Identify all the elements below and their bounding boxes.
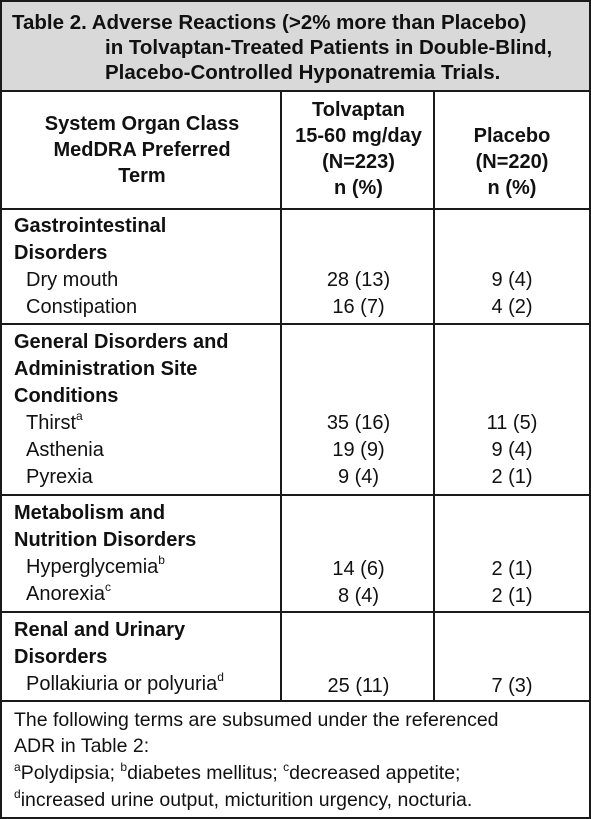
term-text: Anorexia (26, 583, 105, 605)
placebo-cell: 11 (5) (486, 412, 538, 434)
term-text: Hyperglycemia (26, 556, 159, 578)
term-text: Thirst (26, 412, 76, 434)
placebo-cell: 9 (4) (491, 269, 533, 291)
footnote-line-2: ADR in Table 2: (14, 735, 150, 757)
placebo-cell: 4 (2) (491, 296, 533, 318)
footnote-marker: a (76, 409, 83, 424)
group-divider-3 (2, 611, 589, 613)
placebo-cell: 2 (1) (491, 466, 533, 488)
tolvaptan-cell: 14 (6) (332, 558, 385, 580)
term-cell (26, 582, 111, 606)
group-title-line: Renal and Urinary (14, 619, 186, 641)
caption-line-2: in Tolvaptan-Treated Patients in Double-Blind, (105, 36, 553, 59)
term-cell (26, 411, 83, 435)
group-divider-2 (2, 494, 589, 496)
group-title-line: Metabolism and (14, 502, 166, 524)
header-col3-line1: Placebo (473, 125, 551, 147)
header-col1-line3: Term (118, 165, 166, 187)
table-caption (2, 2, 589, 92)
footnote-marker: c (283, 759, 290, 774)
header-col1-line2: MedDRA Preferred (53, 139, 231, 161)
tolvaptan-cell: 35 (16) (326, 412, 391, 434)
placebo-cell: 9 (4) (491, 439, 533, 461)
term-cell (26, 555, 165, 579)
footnote-b-text: diabetes mellitus; (127, 762, 284, 784)
footnote-d-text: increased urine output, micturition urgency, nocturia. (20, 789, 473, 811)
term-cell: Pyrexia (26, 466, 93, 488)
group-title-line: Administration Site (14, 358, 198, 380)
term-cell: Constipation (26, 296, 138, 318)
term-text: Pollakiuria or polyuria (26, 673, 218, 695)
group-title-line: Disorders (14, 242, 108, 264)
caption-line-3: Placebo-Controlled Hyponatremia Trials. (105, 61, 501, 84)
header-col3-line3: n (%) (487, 177, 537, 199)
footnote-a-text: Polydipsia; (20, 762, 121, 784)
footnote-marker: c (104, 580, 111, 595)
footnote-marker: d (14, 786, 21, 801)
tolvaptan-cell: 9 (4) (337, 466, 380, 488)
tolvaptan-cell: 25 (11) (327, 675, 390, 697)
tolvaptan-cell: 16 (7) (332, 296, 385, 318)
header-col2-line2: 15-60 mg/day (295, 125, 422, 147)
placebo-cell: 2 (1) (491, 585, 533, 607)
header-col2-line3: (N=223) (322, 151, 395, 173)
footnote-c-text: decreased appetite; (289, 762, 461, 784)
footnote-line-3 (14, 761, 460, 785)
header-col1-line1: System Organ Class (44, 113, 240, 135)
footnote-divider (2, 700, 589, 702)
caption-line-1: Table 2. Adverse Reactions (>2% more than Placebo) (12, 11, 527, 34)
group-title-line: General Disorders and (14, 331, 229, 353)
group-divider-1 (2, 323, 589, 325)
group-title-line: Gastrointestinal (14, 215, 167, 237)
group-title-line: Disorders (14, 646, 108, 668)
term-cell: Dry mouth (26, 269, 119, 291)
footnote-line-1: The following terms are subsumed under the referenced (14, 709, 499, 731)
header-col2-line1: Tolvaptan (312, 99, 405, 121)
header-col3-line2: (N=220) (475, 151, 549, 173)
term-cell: Asthenia (26, 439, 104, 461)
tolvaptan-cell: 28 (13) (326, 269, 391, 291)
footnote-marker: a (14, 759, 21, 774)
footnote-line-4 (14, 788, 472, 812)
term-cell (26, 672, 224, 696)
header-divider (2, 208, 589, 210)
placebo-cell: 7 (3) (491, 675, 533, 697)
tolvaptan-cell: 8 (4) (337, 585, 380, 607)
header-col2-line4: n (%) (334, 177, 383, 199)
footnote-marker: b (120, 759, 128, 774)
group-title-line: Nutrition Disorders (14, 529, 197, 551)
footnote-marker: d (217, 670, 224, 685)
footnote-marker: b (158, 553, 165, 568)
placebo-cell: 2 (1) (491, 558, 533, 580)
group-title-line: Conditions (14, 385, 119, 407)
tolvaptan-cell: 19 (9) (332, 439, 385, 461)
